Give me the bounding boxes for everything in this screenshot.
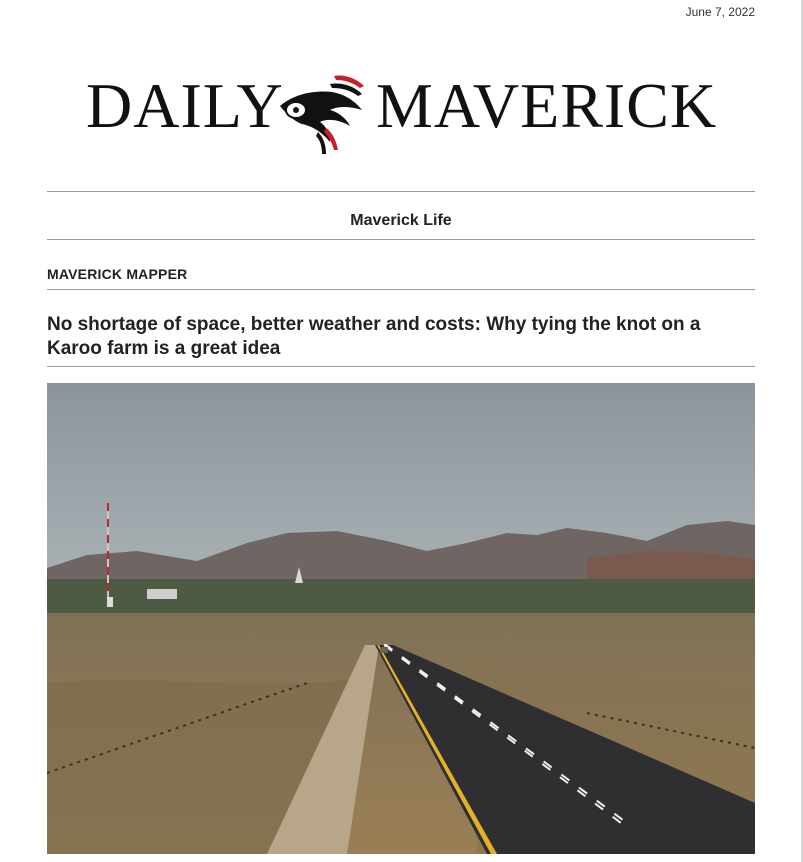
- issue-date: June 7, 2022: [685, 5, 755, 19]
- photo-icon: [47, 383, 755, 854]
- divider-kicker: [47, 289, 755, 290]
- maverick-bird-icon: [274, 66, 378, 156]
- divider-headline: [47, 366, 755, 367]
- divider-top: [47, 191, 755, 192]
- divider-section: [47, 239, 755, 240]
- logo-word-daily: DAILY: [86, 70, 284, 141]
- logo-word-maverick: MAVERICK: [376, 70, 718, 141]
- article-kicker[interactable]: MAVERICK MAPPER: [47, 266, 188, 282]
- section-title[interactable]: Maverick Life: [350, 212, 452, 229]
- daily-maverick-logo[interactable]: [86, 66, 718, 158]
- article-headline[interactable]: No shortage of space, better weather and costs: Why tying the knot on a Karoo farm is a great idea: [47, 314, 701, 359]
- article-hero-image[interactable]: [47, 383, 755, 854]
